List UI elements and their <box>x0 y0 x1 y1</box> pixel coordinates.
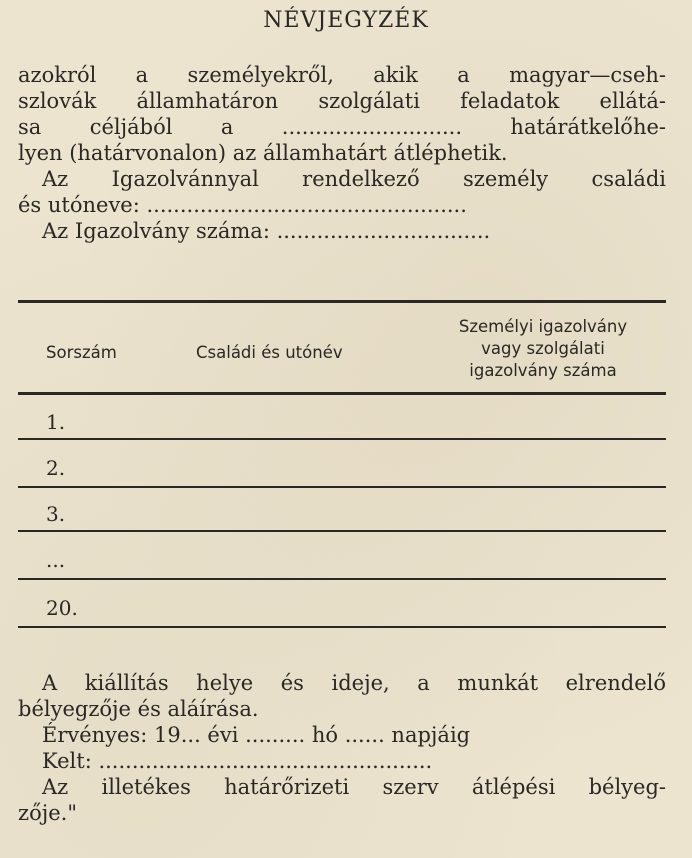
header-id-number <box>418 316 668 382</box>
row-rule <box>18 438 666 440</box>
table-header-rule <box>18 392 666 395</box>
intro-line: sa céljából a ........................... határátkelőhe- <box>18 115 666 139</box>
intro-line: szlovák államhatáron szolgálati feladatok ellátá- <box>18 89 666 113</box>
document-title: NÉVJEGYZÉK <box>263 8 429 33</box>
authority-stamp-label-cont: zője." <box>18 801 77 825</box>
header-name: Családi és utónév <box>196 343 343 362</box>
table-row: 2. <box>46 456 66 480</box>
row-rule <box>18 530 666 532</box>
table-row: ... <box>46 548 66 572</box>
kelt-field: Kelt: .................................................. <box>42 749 433 773</box>
intro-line: lyen (határvonalon) az államhatárt átléphetik. <box>18 141 508 165</box>
table-bottom-rule <box>18 626 666 628</box>
issue-place-label: A kiállítás helye és ideje, a munkát elrendelő <box>42 671 666 695</box>
authority-stamp-label: Az illetékes határőrizeti szerv átlépési bélyeg- <box>42 775 666 799</box>
holder-id-number-field: Az Igazolvány száma: ................................ <box>42 219 491 243</box>
table-row: 20. <box>46 596 78 620</box>
holder-name-field: és utóneve: ................................................ <box>18 193 467 217</box>
issue-place-label-cont: bélyegzője és aláírása. <box>18 697 259 721</box>
validity-field: Érvényes: 19... évi ......... hó ...... napjáig <box>42 723 471 747</box>
header-id-line: vagy szolgálati <box>481 339 605 358</box>
holder-paragraph <box>18 166 666 244</box>
header-serial: Sorszám <box>46 343 117 362</box>
header-id-line: Személyi igazolvány <box>458 317 628 336</box>
intro-line: azokról a személyekről, akik a magyar—cseh- <box>18 63 666 87</box>
holder-name-label: Az Igazolvánnyal rendelkező személy családi <box>42 167 666 191</box>
header-id-line: igazolvány száma <box>469 361 617 380</box>
table-top-rule <box>18 300 666 303</box>
row-rule <box>18 578 666 580</box>
table-row: 1. <box>46 410 66 434</box>
table-row: 3. <box>46 502 66 526</box>
row-rule <box>18 486 666 488</box>
footer-paragraph <box>18 670 666 826</box>
intro-paragraph <box>18 62 666 166</box>
